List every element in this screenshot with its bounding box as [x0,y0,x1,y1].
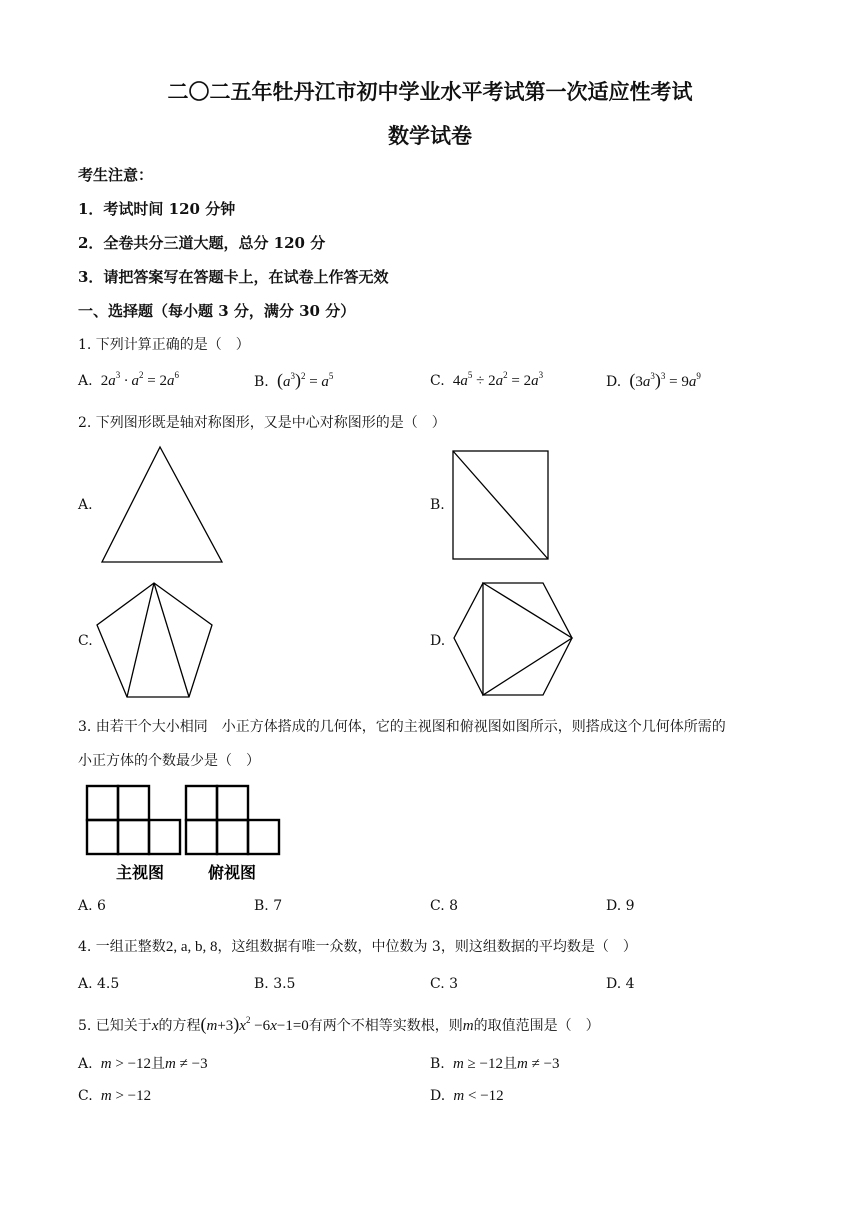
q5-option-c[interactable] [78,1088,151,1105]
q3-option-c[interactable]: C. 8 [430,898,459,914]
q5-option-b-expr: m ≥ −12 [449,1056,503,1072]
q3-option-a[interactable]: A. 6 [78,898,106,914]
q2-option-a-label[interactable]: A. [78,497,93,513]
q5-option-d[interactable] [430,1088,504,1105]
square-diagonal-figure [450,448,552,562]
q1-option-c-label: C. [430,373,445,389]
q5-var-m: m [462,1018,474,1034]
q1-option-a-label: A. [78,373,93,389]
notice-item-1: 1．考试时间 120 分钟 [78,200,236,218]
q5-option-a-label: A. [78,1056,93,1072]
q5-option-b[interactable]: B. m ≥ −12且m ≠ −3 [430,1056,560,1072]
q4-option-b[interactable]: B. 3.5 [254,976,296,992]
top-view [186,786,279,854]
q1-option-d-expr: $(3a^3)^3 = 9a^9$ [629,370,701,390]
q1-option-b-expr: $(a^3)^2 = a^5$ [276,370,334,390]
three-view-figure [82,782,282,886]
q5-stem-a: 5. 已知关于 [78,1018,152,1034]
q1-option-a-expr: $2a^3 \cdot a^2 = 2a^6$ [100,370,179,389]
q2-stem: 2. 下列图形既是轴对称图形，又是中心对称图形的是（ ） [78,415,446,431]
q4-option-c[interactable]: C. 3 [430,976,459,992]
q4-stem [78,936,637,956]
q1-option-b-label: B. [254,374,269,390]
q5-var-x: x [151,1018,159,1034]
q5-option-a-and: 且 [151,1056,166,1072]
front-view [87,786,180,854]
front-view-caption: 主视图 [115,863,165,882]
q5-option-a-expr: m > −12 [97,1056,152,1072]
q4-data-set: 2, a, b, 8 [165,939,218,955]
q5-stem [78,1014,600,1035]
pentagon-figure [92,580,216,702]
q5-option-d-expr: m < −12 [449,1088,504,1104]
q3-stem-line-2: 小正方体的个数最少是（ ） [78,753,260,769]
q1-option-a[interactable] [78,370,179,390]
q5-stem-c: 有两个不相等实数根，则 [308,1018,463,1034]
q1-option-c-expr: $4a^5 \div 2a^2 = 2a^3$ [452,370,544,389]
q5-stem-d: 的取值范围是（ ） [473,1018,600,1034]
q2-option-c-label[interactable]: C. [78,633,93,649]
triangle-figure [98,444,226,566]
q1-option-c[interactable] [430,370,543,390]
section-heading: 一、选择题（每小题 3 分，满分 30 分） [78,302,356,320]
notice-heading: 考生注意： [78,166,154,184]
q4-stem-prefix: 4. 一组正整数 [78,939,166,955]
q1-option-b[interactable] [254,370,333,391]
q4-option-d[interactable]: D. 4 [606,976,635,992]
q5-option-b-and: 且 [503,1056,517,1072]
q3-option-d[interactable]: D. 9 [606,898,635,914]
hexagon-triangle-figure [450,580,576,700]
q5-equation: $(m+3)x^2 -6x-1=0$ [200,1014,309,1034]
q5-stem-b: 的方程 [158,1018,201,1034]
q5-option-b-label: B. [430,1056,445,1072]
q3-stem-line-1: 3. 由若干个大小相同 小正方体搭成的几何体，它的主视图和俯视图如图所示，则搭成这个几何体所需的 [78,719,726,735]
q1-stem: 1. 下列计算正确的是（ ） [78,337,250,353]
q5-option-c-expr: m > −12 [97,1088,152,1104]
q5-option-d-label: D. [430,1088,446,1104]
q2-option-d-label[interactable]: D. [430,633,446,649]
q5-option-a[interactable]: A. m > −12且m ≠ −3 [78,1056,208,1072]
q4-stem-suffix: ，这组数据有唯一众数，中位数为 3，则这组数据的平均数是（ ） [217,939,637,955]
exam-title: 二〇二五年牡丹江市初中学业水平考试第一次适应性考试 [167,79,693,104]
q3-option-b[interactable]: B. 7 [254,898,283,914]
notice-item-2: 2．全卷共分三道大题，总分 120 分 [78,234,326,252]
q2-option-b-label[interactable]: B. [430,497,445,513]
notice-item-3: 3．请把答案写在答题卡上，在试卷上作答无效 [78,268,389,286]
q5-option-c-label: C. [78,1088,93,1104]
top-view-caption: 俯视图 [207,863,257,882]
q1-option-d-label: D. [606,374,622,390]
q1-option-d[interactable] [606,370,701,391]
exam-subtitle: 数学试卷 [388,123,472,148]
q4-option-a[interactable]: A. 4.5 [78,976,120,992]
